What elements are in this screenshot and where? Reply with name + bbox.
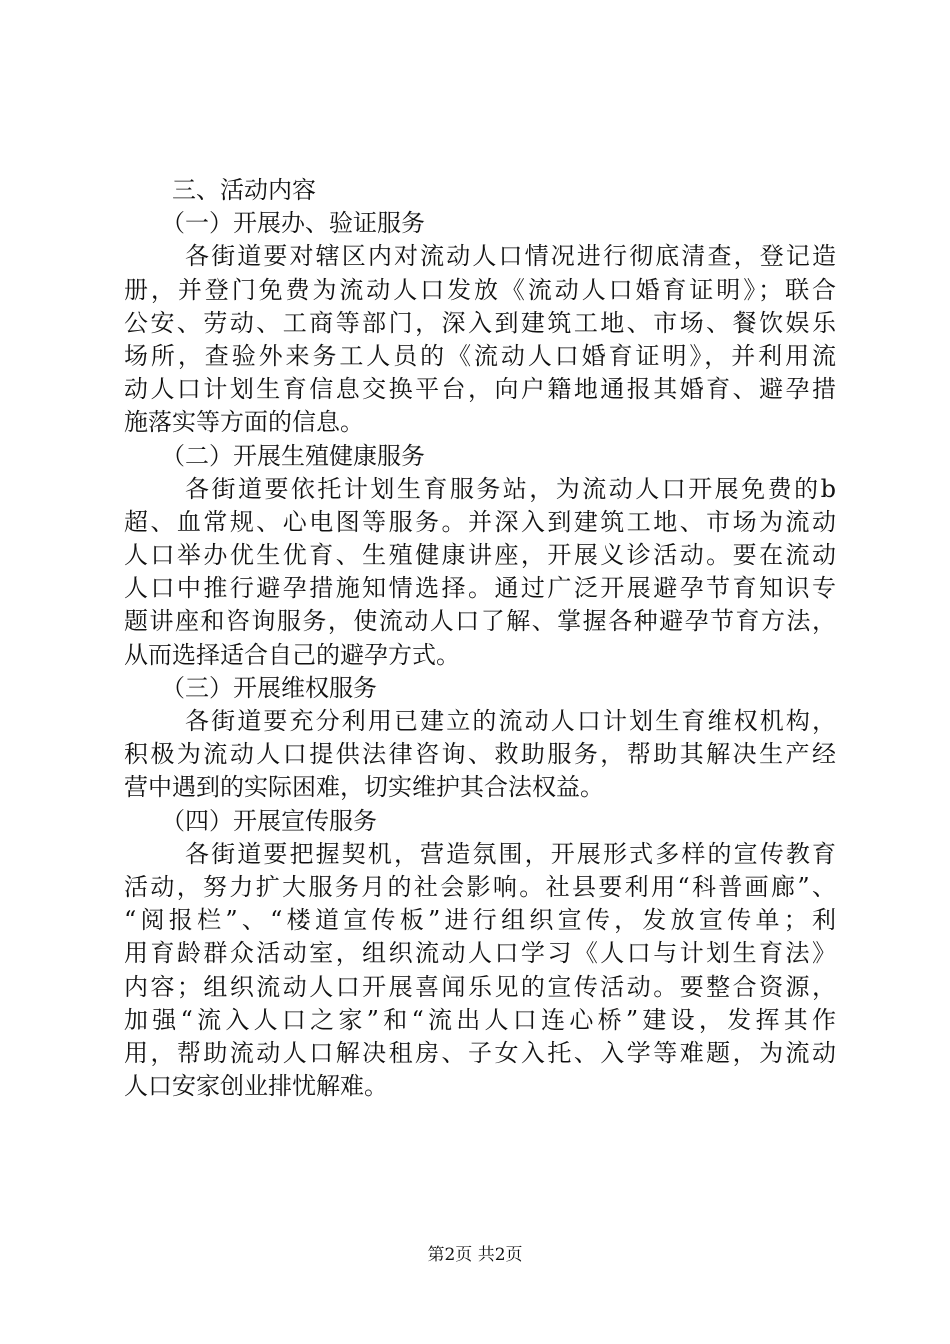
paragraph-line: 营中遇到的实际困难，切实维护其合法权益。 [124, 773, 604, 802]
page-number-footer: 第2页 共2页 [427, 1245, 523, 1265]
paragraph-line: “阅报栏”、“楼道宣传板”进行组织宣传，发放宣传单；利 [124, 906, 836, 935]
paragraph-line: 各街道要把握契机，营造氛围，开展形式多样的宣传教育 [185, 839, 836, 868]
paragraph-line: 动人口计划生育信息交换平台，向户籍地通报其婚育、避孕措 [124, 375, 836, 404]
subsection-heading-2: （二）开展生殖健康服务 [161, 441, 425, 470]
paragraph-line: 人口安家创业排忧解难。 [124, 1072, 388, 1101]
paragraph-line: 册，并登门免费为流动人口发放《流动人口婚育证明》；联合 [124, 275, 836, 304]
paragraph-line: 内容；组织流动人口开展喜闻乐见的宣传活动。要整合资源， [124, 972, 836, 1001]
paragraph-line: 从而选择适合自己的避孕方式。 [124, 640, 460, 669]
paragraph-line: 各街道要对辖区内对流动人口情况进行彻底清查，登记造 [185, 242, 836, 271]
paragraph-line: 积极为流动人口提供法律咨询、救助服务，帮助其解决生产经 [124, 740, 836, 769]
paragraph-line: 场所，查验外来务工人员的《流动人口婚育证明》，并利用流 [124, 341, 836, 370]
paragraph-line: 用育龄群众活动室，组织流动人口学习《人口与计划生育法》 [124, 939, 836, 968]
paragraph-line: 超、血常规、心电图等服务。并深入到建筑工地、市场为流动 [124, 507, 836, 536]
paragraph-line: 各街道要依托计划生育服务站，为流动人口开展免费的b [185, 474, 836, 503]
subsection-heading-4: （四）开展宣传服务 [161, 806, 377, 835]
section-heading: 三、活动内容 [172, 176, 316, 204]
paragraph-line: 各街道要充分利用已建立的流动人口计划生育维权机构， [185, 707, 836, 735]
subsection-heading-1: （一）开展办、验证服务 [161, 209, 425, 238]
paragraph-line: 活动，努力扩大服务月的社会影响。社县要利用“科普画廊”、 [124, 872, 836, 901]
paragraph-line: 施落实等方面的信息。 [124, 408, 364, 437]
paragraph-line: 人口中推行避孕措施知情选择。通过广泛开展避孕节育知识专 [124, 574, 836, 603]
paragraph-line: 题讲座和咨询服务，使流动人口了解、掌握各种避孕节育方法， [124, 607, 836, 636]
paragraph-line: 公安、劳动、工商等部门，深入到建筑工地、市场、餐饮娱乐 [124, 308, 836, 337]
paragraph-line: 人口举办优生优育、生殖健康讲座，开展义诊活动。要在流动 [124, 541, 836, 570]
subsection-heading-3: （三）开展维权服务 [161, 673, 377, 702]
paragraph-line: 用，帮助流动人口解决租房、子女入托、入学等难题，为流动 [124, 1038, 836, 1067]
paragraph-line: 加强“流入人口之家”和“流出人口连心桥”建设，发挥其作 [124, 1005, 836, 1034]
document-body [124, 174, 836, 1103]
